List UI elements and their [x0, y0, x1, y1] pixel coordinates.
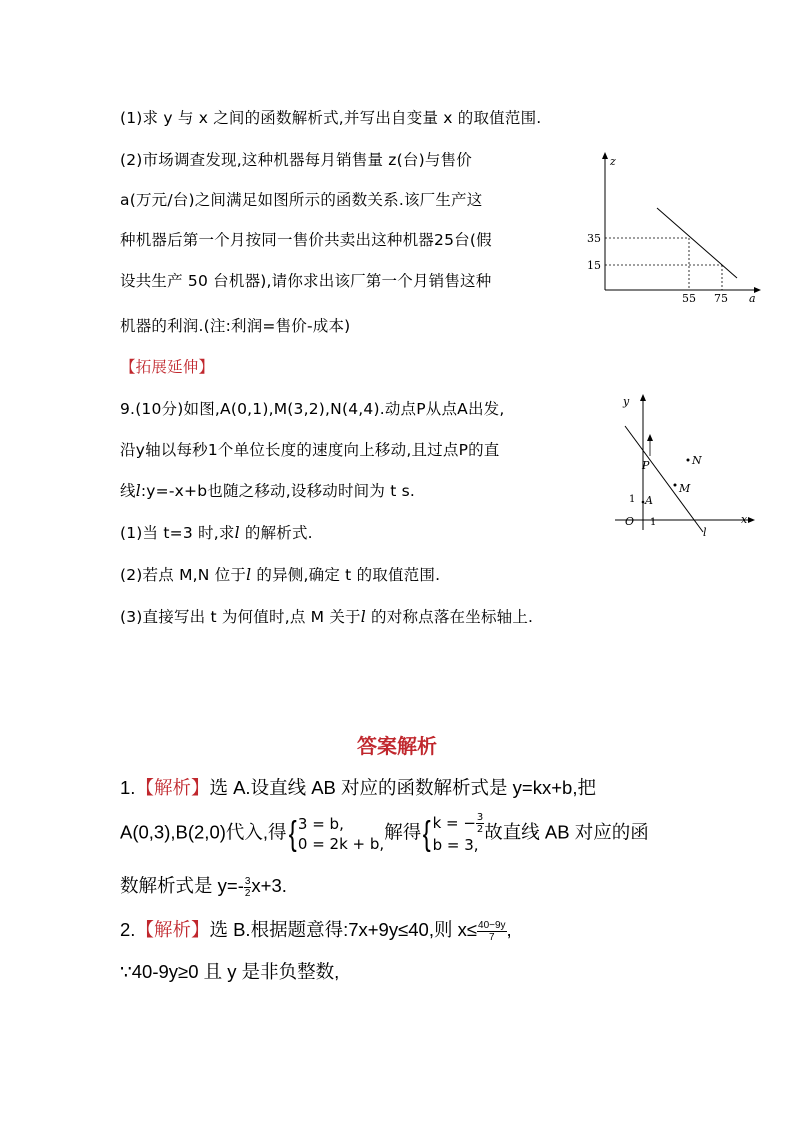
fraction-den: 2	[476, 824, 484, 835]
graph-tick-55: 55	[682, 292, 696, 305]
answer1-line2-a: A(0,3),B(2,0)代入,得	[120, 821, 287, 843]
fraction-40-9y	[477, 920, 507, 943]
section-extension-header: 【拓展延伸】	[120, 358, 215, 376]
problem9-q3-prefix: (3)直接写出 t 为何值时,点 M 关于	[120, 608, 361, 626]
problem9-q2-var: l	[246, 566, 252, 584]
graph-tick-75: 75	[714, 292, 728, 305]
answers-title: 答案解析	[357, 734, 437, 758]
problem9-line2: 沿y轴以每秒1个单位长度的速度向上移动,且过点P的直	[120, 441, 500, 459]
brace-1: {	[288, 814, 297, 853]
problem8-part2-line1: (2)市场调查发现,这种机器每月销售量 z(台)与售价	[120, 151, 472, 169]
system-2-row1	[433, 812, 485, 835]
answer2-line2: ∵40-9y≥0 且 y 是非负整数,	[120, 961, 340, 982]
answer1-number: 1.	[120, 777, 136, 798]
problem8-part2-line3: 种机器后第一个月按同一售价共卖出这种机器25台(假	[120, 231, 492, 249]
origin-label: O	[625, 515, 635, 528]
problem9-q3	[120, 607, 533, 627]
answer1-line3	[120, 872, 287, 899]
system-1-row2: 0 = 2k + b,	[297, 834, 385, 853]
answer2-comma: ,	[506, 919, 512, 940]
system-2-row1-text: k = −	[432, 814, 476, 832]
problem9-line3-var: l	[135, 482, 141, 500]
answer1-line3-b: x+3.	[251, 875, 287, 896]
answer2-line1	[120, 916, 512, 943]
graph-sales-price	[585, 150, 765, 310]
answer1-tag: 【解析】	[135, 777, 210, 798]
answer1-line1	[120, 774, 596, 800]
problem9-q1	[120, 523, 313, 543]
answer2-tag: 【解析】	[135, 919, 210, 940]
problem9-q2	[120, 565, 440, 585]
problem9-q1-var: l	[234, 524, 240, 542]
fraction-den-c: 7	[489, 931, 495, 943]
answer1-line2-c: 故直线 AB 对应的函	[484, 821, 649, 843]
problem9-q2-rest: 的异侧,确定 t 的取值范围.	[251, 566, 441, 584]
point-A-label: A	[645, 494, 653, 507]
answer1-text: 选 A.设直线 AB 对应的函数解析式是 y=kx+b,把	[209, 777, 596, 798]
axis-x-label: x	[741, 513, 748, 526]
point-M-label: M	[679, 482, 691, 495]
fraction-num-c: 40−9y	[478, 919, 506, 931]
answer1-line2	[120, 812, 649, 855]
brace-2: {	[422, 814, 431, 853]
problem8-part2-line4: 设共生产 50 台机器),请你求出该厂第一个月销售这种	[120, 272, 492, 290]
graph-coordinate-plane	[605, 392, 765, 542]
fraction-num: 3	[476, 812, 484, 823]
graph-tick-35: 35	[587, 232, 601, 245]
answer2-text: 选 B.根据题意得:7x+9y≤40,则 x≤	[209, 919, 478, 940]
problem9-line3-rest: :y=-x+b也随之移动,设移动时间为 t s.	[140, 482, 416, 500]
point-N-label: N	[692, 454, 702, 467]
system-1-row1: 3 = b,	[297, 814, 344, 833]
problem8-part2-line2: a(万元/台)之间满足如图所示的函数关系.该厂生产这	[120, 191, 483, 209]
problem9-q2-prefix: (2)若点 M,N 位于	[120, 566, 247, 584]
problem9-q3-var: l	[360, 608, 366, 626]
fraction-num-b: 3	[244, 875, 251, 887]
line-l-label: l	[703, 526, 707, 539]
fraction-den-b: 2	[244, 887, 251, 899]
system-2-row2: b = 3,	[432, 836, 479, 854]
problem9-q1-rest: 的解析式.	[239, 524, 313, 542]
problem8-part1: (1)求 y 与 x 之间的函数解析式,并写出自变量 x 的取值范围.	[120, 109, 542, 127]
graph-tick-15: 15	[587, 259, 601, 272]
answer1-line2-b: 解得	[384, 821, 422, 843]
problem8-part2-line5: 机器的利润.(注:利润=售价-成本)	[120, 317, 351, 335]
problem9-line3	[120, 481, 415, 501]
graph-a-axis-label: a	[749, 292, 756, 305]
answer2-number: 2.	[120, 919, 136, 940]
answer1-line3-a: 数解析式是 y=-	[120, 875, 244, 896]
system-1	[298, 814, 384, 854]
problem9-q1-prefix: (1)当 t=3 时,求	[120, 524, 235, 542]
graph-z-axis-label: z	[610, 155, 616, 168]
problem9-q3-rest: 的对称点落在坐标轴上.	[365, 608, 534, 626]
system-2	[433, 812, 485, 855]
axis-y-label: y	[623, 395, 630, 408]
problem9-line3-prefix: 线	[120, 482, 136, 500]
tick-y-1: 1	[629, 494, 636, 505]
tick-x-1: 1	[650, 517, 657, 528]
problem9-line1: 9.(10分)如图,A(0,1),M(3,2),N(4,4).动点P从点A出发,	[120, 400, 505, 418]
point-P-label: P	[642, 459, 650, 472]
